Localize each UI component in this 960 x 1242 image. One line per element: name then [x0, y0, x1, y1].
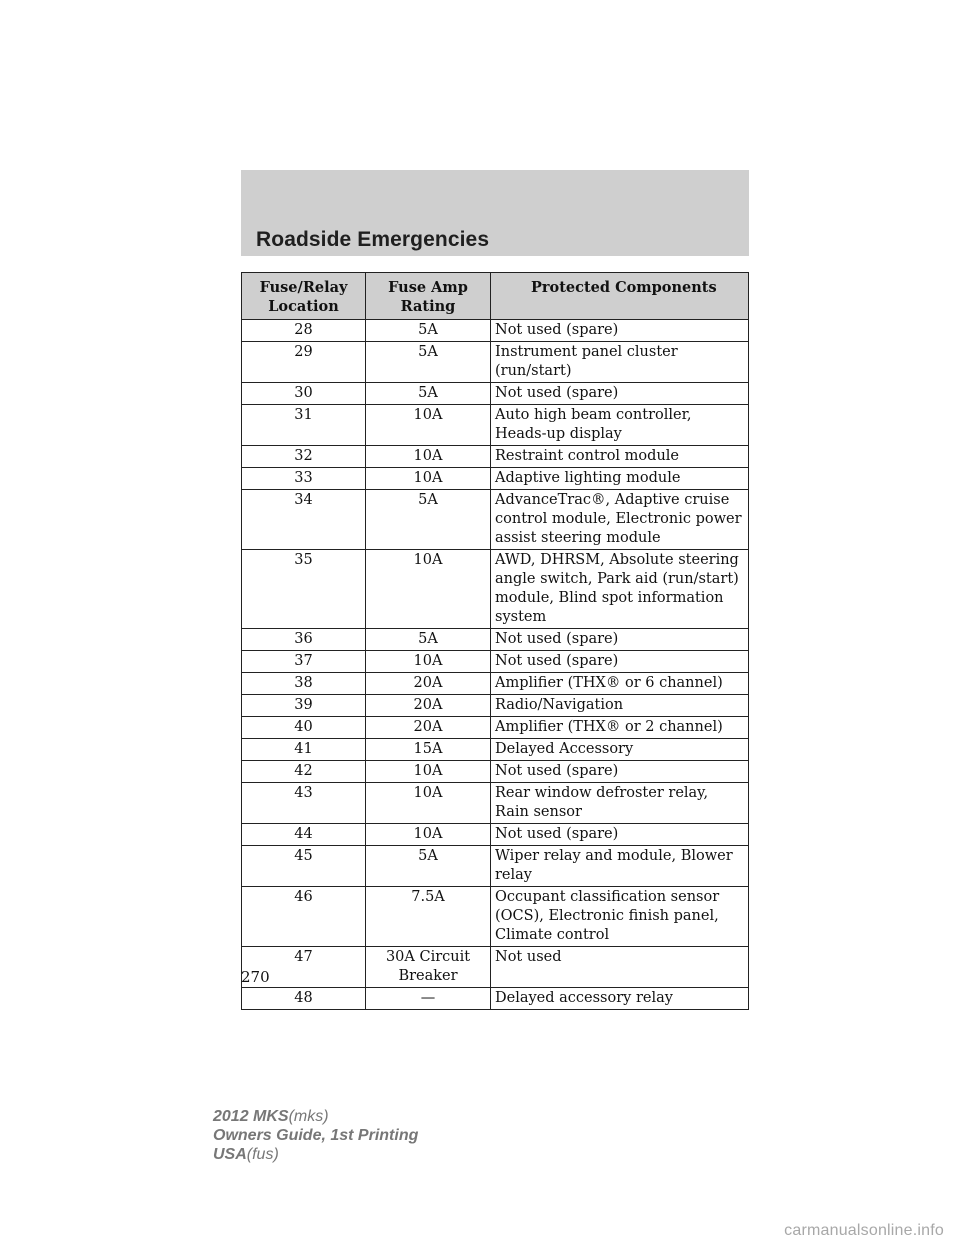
fuse-amp-cell: 5A	[366, 320, 491, 342]
fuse-location-cell: 41	[242, 739, 366, 761]
fuse-table	[241, 272, 749, 1010]
footer-market-code: (fus)	[246, 1146, 279, 1163]
table-row	[242, 446, 749, 468]
fuse-location-cell: 33	[242, 468, 366, 490]
protected-components-cell: Amplifier (THX® or 6 channel)	[491, 673, 749, 695]
protected-components-cell: Radio/Navigation	[491, 695, 749, 717]
fuse-location-cell: 34	[242, 490, 366, 550]
protected-components-cell: Amplifier (THX® or 2 channel)	[491, 717, 749, 739]
protected-components-cell: Adaptive lighting module	[491, 468, 749, 490]
table-row	[242, 761, 749, 783]
fuse-location-cell: 32	[242, 446, 366, 468]
fuse-amp-cell: 5A	[366, 383, 491, 405]
table-row	[242, 824, 749, 846]
protected-components-cell: Not used (spare)	[491, 629, 749, 651]
fuse-amp-cell: 10A	[366, 651, 491, 673]
fuse-amp-cell: 10A	[366, 405, 491, 446]
fuse-location-cell: 38	[242, 673, 366, 695]
table-row	[242, 673, 749, 695]
table-row	[242, 846, 749, 887]
print-footer	[213, 1107, 418, 1164]
fuse-amp-cell: 7.5A	[366, 887, 491, 947]
fuse-amp-cell: 20A	[366, 695, 491, 717]
header-protected-components: Protected Components	[491, 273, 749, 320]
fuse-amp-cell: 30A Circuit Breaker	[366, 947, 491, 988]
table-row	[242, 717, 749, 739]
table-row	[242, 887, 749, 947]
protected-components-cell: Delayed Accessory	[491, 739, 749, 761]
fuse-amp-cell: 10A	[366, 550, 491, 629]
protected-components-cell: Not used (spare)	[491, 824, 749, 846]
fuse-location-cell: 31	[242, 405, 366, 446]
fuse-location-cell: 47	[242, 947, 366, 988]
fuse-location-cell: 28	[242, 320, 366, 342]
fuse-location-cell: 46	[242, 887, 366, 947]
table-row	[242, 468, 749, 490]
table-body	[242, 320, 749, 1010]
fuse-location-cell: 45	[242, 846, 366, 887]
footer-line-3	[213, 1145, 418, 1164]
fuse-location-cell: 35	[242, 550, 366, 629]
fuse-location-cell: 37	[242, 651, 366, 673]
table-header-row	[242, 273, 749, 320]
protected-components-cell: Not used (spare)	[491, 320, 749, 342]
footer-market: USA	[213, 1146, 247, 1163]
fuse-amp-cell: 5A	[366, 629, 491, 651]
footer-line-2	[213, 1126, 418, 1145]
footer-guide: Owners Guide, 1st Printing	[213, 1127, 419, 1144]
fuse-location-cell: 48	[242, 988, 366, 1010]
fuse-location-cell: 42	[242, 761, 366, 783]
protected-components-cell: Instrument panel cluster (run/start)	[491, 342, 749, 383]
table-row	[242, 550, 749, 629]
fuse-amp-cell: 20A	[366, 673, 491, 695]
protected-components-cell: AdvanceTrac®, Adaptive cruise control module, Electronic power assist steering module	[491, 490, 749, 550]
fuse-location-cell: 44	[242, 824, 366, 846]
fuse-location-cell: 40	[242, 717, 366, 739]
table-row	[242, 342, 749, 383]
table-row	[242, 651, 749, 673]
header-location: Fuse/Relay Location	[242, 273, 366, 320]
protected-components-cell: Auto high beam controller, Heads-up display	[491, 405, 749, 446]
fuse-amp-cell: 5A	[366, 342, 491, 383]
table-row	[242, 629, 749, 651]
table-row	[242, 739, 749, 761]
protected-components-cell: Restraint control module	[491, 446, 749, 468]
fuse-amp-cell: 10A	[366, 824, 491, 846]
fuse-amp-cell: —	[366, 988, 491, 1010]
section-title: Roadside Emergencies	[256, 228, 490, 251]
protected-components-cell: AWD, DHRSM, Absolute steering angle switch, Park aid (run/start) module, Blind spot information system	[491, 550, 749, 629]
fuse-location-cell: 43	[242, 783, 366, 824]
fuse-amp-cell: 20A	[366, 717, 491, 739]
protected-components-cell: Not used (spare)	[491, 651, 749, 673]
footer-line-1	[213, 1107, 418, 1126]
fuse-amp-cell: 10A	[366, 446, 491, 468]
protected-components-cell: Rear window defroster relay, Rain sensor	[491, 783, 749, 824]
fuse-amp-cell: 15A	[366, 739, 491, 761]
fuse-amp-cell: 5A	[366, 490, 491, 550]
table-row	[242, 320, 749, 342]
footer-model-code: (mks)	[288, 1108, 329, 1125]
table-row	[242, 490, 749, 550]
fuse-amp-cell: 5A	[366, 846, 491, 887]
table-row	[242, 988, 749, 1010]
protected-components-cell: Not used (spare)	[491, 761, 749, 783]
fuse-location-cell: 29	[242, 342, 366, 383]
fuse-amp-cell: 10A	[366, 761, 491, 783]
fuse-amp-cell: 10A	[366, 783, 491, 824]
table-row	[242, 405, 749, 446]
fuse-location-cell: 30	[242, 383, 366, 405]
table-row	[242, 695, 749, 717]
page-number: 270	[241, 968, 270, 986]
protected-components-cell: Occupant classification sensor (OCS), Electronic finish panel, Climate control	[491, 887, 749, 947]
protected-components-cell: Wiper relay and module, Blower relay	[491, 846, 749, 887]
fuse-location-cell: 36	[242, 629, 366, 651]
table-row	[242, 783, 749, 824]
fuse-location-cell: 39	[242, 695, 366, 717]
watermark: carmanualsonline.info	[784, 1222, 944, 1239]
table-row	[242, 947, 749, 988]
table-row	[242, 383, 749, 405]
protected-components-cell: Not used (spare)	[491, 383, 749, 405]
protected-components-cell: Not used	[491, 947, 749, 988]
protected-components-cell: Delayed accessory relay	[491, 988, 749, 1010]
footer-model: 2012 MKS	[213, 1108, 289, 1125]
fuse-amp-cell: 10A	[366, 468, 491, 490]
header-amp-rating: Fuse Amp Rating	[366, 273, 491, 320]
